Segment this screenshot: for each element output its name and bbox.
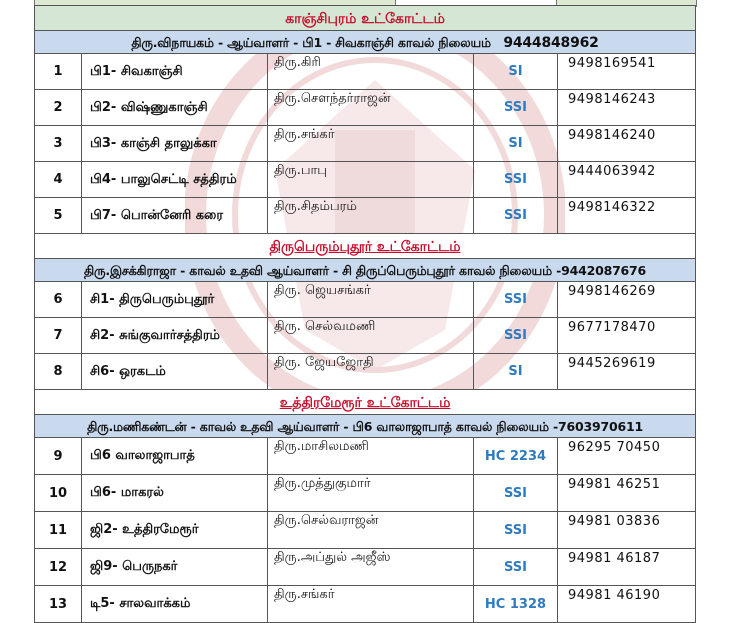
serial-number: 13 [35,586,82,623]
serial-number: 3 [35,126,82,162]
phone-number: 9498146243 [558,90,696,126]
table-row [35,438,696,475]
serial-number: 9 [35,438,82,475]
section-title-cell [35,390,696,415]
officer-name: திரு.சிதம்பரம் [268,198,474,234]
serial-number: 2 [35,90,82,126]
rank-badge: SSI [474,162,558,198]
phone-number: 94981 46190 [558,586,696,623]
phone-number: 9498146240 [558,126,696,162]
station-name: பி3- காஞ்சி தாலுக்கா [82,126,268,162]
table-row [35,354,696,390]
serial-number: 11 [35,512,82,549]
phone-number: 94981 03836 [558,512,696,549]
police-station-contact-table [34,5,696,623]
rank-badge: SI [474,126,558,162]
rank-badge: SSI [474,198,558,234]
officer-row [35,415,696,438]
table-row [35,475,696,512]
table-row [35,162,696,198]
officer-info: திரு.இசக்கிராஜா - காவல் உதவி ஆய்வாளர் - சி திருப்பெரும்புதூர் காவல் நிலையம் -9442087676 [83,263,647,278]
phone-number: 9498146269 [558,282,696,318]
officer-name: திரு.முத்துகுமார் [268,475,474,512]
officer-name: திரு.அப்துல் அஜீஸ் [268,549,474,586]
section-title-cell [35,6,696,31]
officer-cell [35,259,696,282]
section-title: காஞ்சிபுரம் உட்கோட்டம் [285,10,445,27]
serial-number: 5 [35,198,82,234]
phone-number: 9498169541 [558,54,696,90]
section-title-row [35,390,696,415]
station-name: பி6- மாகரல் [82,475,268,512]
serial-number: 1 [35,54,82,90]
station-name: பி6 வாலாஜாபாத் [82,438,268,475]
station-name: பி7- பொன்னேரி கரை [82,198,268,234]
station-name: சி6- ஒரகடம் [82,354,268,390]
table-row [35,126,696,162]
officer-cell [35,415,696,438]
rank-badge: SSI [474,90,558,126]
phone-number: 94981 46187 [558,549,696,586]
station-name: பி4- பாலுசெட்டி சத்திரம் [82,162,268,198]
officer-name: திரு.பாபு [268,162,474,198]
section-title: உத்திரமேரூர் உட்கோட்டம் [279,394,451,411]
section-title-row [35,234,696,259]
serial-number: 6 [35,282,82,318]
officer-row [35,259,696,282]
station-name: பி1- சிவகாஞ்சி [82,54,268,90]
officer-name: திரு. ஜெயசங்கர் [268,282,474,318]
officer-name: திரு.சங்கர் [268,586,474,623]
section-title: திருபெரும்புதூர் உட்கோட்டம் [269,238,461,255]
rank-badge: SI [474,54,558,90]
serial-number: 10 [35,475,82,512]
serial-number: 4 [35,162,82,198]
phone-number: 9444063942 [558,162,696,198]
officer-name: திரு.சங்கர் [268,126,474,162]
table-row [35,318,696,354]
officer-name: திரு. ஜேயஜோதி [268,354,474,390]
officer-name: திரு. செல்வமணி [268,318,474,354]
table-row [35,586,696,623]
officer-cell [35,31,696,54]
officer-info: திரு.விநாயகம் - ஆய்வாளர் - பி1 - சிவகாஞ்சி காவல் நிலையம் [131,35,491,50]
rank-badge: SSI [474,512,558,549]
table-row [35,512,696,549]
rank-badge: SSI [474,318,558,354]
station-name: ஜி9- பெருநகர் [82,549,268,586]
officer-phone: 9444848962 [503,35,599,51]
phone-number: 9445269619 [558,354,696,390]
phone-number: 94981 46251 [558,475,696,512]
rank-badge: SSI [474,282,558,318]
serial-number: 12 [35,549,82,586]
officer-name: திரு.மாசிலமணி [268,438,474,475]
phone-number: 9677178470 [558,318,696,354]
table-row [35,198,696,234]
section-title-row [35,6,696,31]
station-name: டி5- சாலவாக்கம் [82,586,268,623]
section-title-cell [35,234,696,259]
phone-number: 96295 70450 [558,438,696,475]
serial-number: 8 [35,354,82,390]
rank-badge: HC 1328 [474,586,558,623]
officer-name: திரு.கிரி [268,54,474,90]
serial-number: 7 [35,318,82,354]
table-row [35,549,696,586]
rank-badge: HC 2234 [474,438,558,475]
phone-number: 9498146322 [558,198,696,234]
table-row [35,54,696,90]
station-name: ஜி2- உத்திரமேரூர் [82,512,268,549]
rank-badge: SI [474,354,558,390]
station-name: பி2- விஷ்ணுகாஞ்சி [82,90,268,126]
rank-badge: SSI [474,475,558,512]
rank-badge: SSI [474,549,558,586]
station-name: சி1- திருபெரும்புதூர் [82,282,268,318]
table-row [35,282,696,318]
officer-info: திரு.மணிகண்டன் - காவல் உதவி ஆய்வாளர் - பி6 வாலாஜாபாத் காவல் நிலையம் -7603970611 [87,419,643,434]
officer-name: திரு.சௌந்தர்ராஜன் [268,90,474,126]
station-name: சி2- சுங்குவார்சத்திரம் [82,318,268,354]
officer-name: திரு.செல்வராஜன் [268,512,474,549]
officer-row [35,31,696,54]
table-row [35,90,696,126]
